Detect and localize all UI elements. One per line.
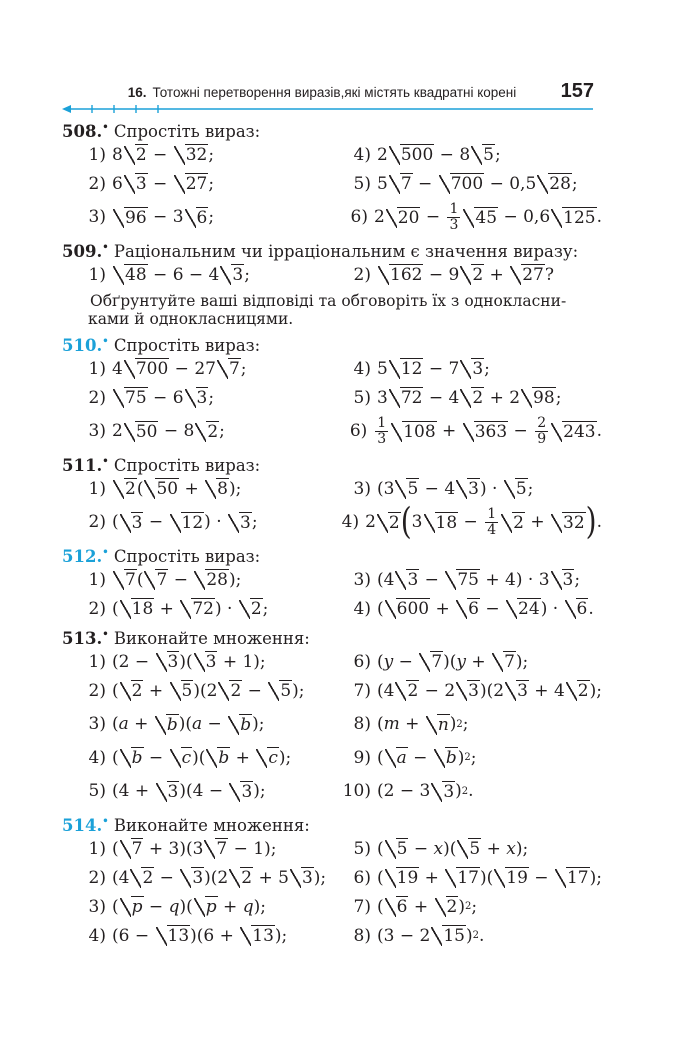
task-1: 1) 4 700 − 27 7 ; bbox=[88, 358, 247, 379]
exercise-title: Раціональним чи ірраціональним є значення виразу: bbox=[113, 242, 579, 261]
exercise-512 bbox=[62, 541, 602, 623]
exercise-title: Спростіть вираз: bbox=[113, 456, 261, 475]
task-6: 6) ( y − 7 )( y + 7 ); bbox=[353, 651, 529, 672]
exercise-number: 514.• bbox=[62, 816, 109, 835]
task-4: 4) (6 − 13 )(6 + 13 ); bbox=[88, 925, 288, 946]
task-8: 8) ( m + n ) 2 ; bbox=[353, 714, 469, 735]
task-2: 2) ( 3 − 12 ) · 3 ; bbox=[88, 512, 258, 533]
page-content bbox=[62, 116, 602, 950]
exercise-509 bbox=[62, 236, 602, 328]
exercise-number: 513.• bbox=[62, 629, 109, 648]
task-1: 1) 8 2 − 32 ; bbox=[88, 144, 215, 165]
task-7: 7) (4 2 − 2 3 )(2 3 + 4 2 ); bbox=[353, 680, 602, 701]
task-6: 6) 2 20 − $\frac{1}{3}$ 45 − 0,6 125 . bbox=[350, 200, 602, 233]
task-4: 4) ( b − c )( b + c ); bbox=[88, 747, 292, 768]
exercise-title: Виконайте множення: bbox=[113, 629, 310, 648]
task-2: 2) (4 2 − 3 )(2 2 + 5 3 ); bbox=[88, 867, 327, 888]
task-2: 2) 6 3 − 27 ; bbox=[88, 173, 215, 194]
task-2: 2) 75 − 6 3 ; bbox=[88, 387, 215, 408]
task-4: 4) ( 600 + 6 − 24 ) · 6 . bbox=[353, 598, 594, 619]
task-10: 10) (2 − 3 3 ) 2 . bbox=[342, 781, 474, 802]
task-1: 1) ( 7 + 3)(3 7 − 1); bbox=[88, 838, 277, 859]
task-4: 4) 2 500 − 8 5 ; bbox=[353, 144, 501, 165]
task-5: 5) (4 + 3 )(4 − 3 ); bbox=[88, 781, 266, 802]
exercise-title: Спростіть вираз: bbox=[113, 122, 261, 141]
exercise-number: 510.• bbox=[62, 336, 109, 355]
exercise-title: Спростіть вираз: bbox=[113, 336, 261, 355]
exercise-514 bbox=[62, 810, 602, 950]
exercise-number: 509.• bbox=[62, 242, 109, 261]
task-8: 8) (3 − 2 15 ) 2 . bbox=[353, 925, 485, 946]
exercise-511 bbox=[62, 450, 602, 541]
task-3: 3) ( p − q )( p + q ); bbox=[88, 896, 266, 917]
exercise-513 bbox=[62, 623, 602, 810]
task-1: 1) 2 ( 50 + 8 ); bbox=[88, 478, 242, 499]
task-6: 6) ( 19 + 17 )( 19 − 17 ); bbox=[353, 867, 602, 888]
page-header bbox=[62, 82, 594, 104]
task-5: 5) 5 7 − 700 − 0,5 28 ; bbox=[353, 173, 578, 194]
task-3: 3) 96 − 3 6 ; bbox=[88, 207, 215, 228]
exercise-title: Спростіть вираз: bbox=[113, 547, 261, 566]
task-3: 3) (4 3 − 75 + 4) · 3 3 ; bbox=[353, 569, 581, 590]
task-5: 5) 3 72 − 4 2 + 2 98 ; bbox=[353, 387, 562, 408]
task-3: 3) ( a + b )( a − b ); bbox=[88, 714, 265, 735]
chapter-number: 16. bbox=[127, 85, 147, 100]
task-1: 1) 7 ( 7 − 28 ); bbox=[88, 569, 242, 590]
task-2: 2) ( 18 + 72 ) · 2 ; bbox=[88, 598, 269, 619]
page-number: 157 bbox=[560, 80, 594, 102]
exercise-508 bbox=[62, 116, 602, 236]
task-2: 2) 162 − 9 2 + 27 ? bbox=[353, 264, 554, 285]
exercise-title: Виконайте множення: bbox=[113, 816, 310, 835]
exercise-note: Обґрунтуйте ваші відповіді та обговоріть їх з однокласни- ками й однокласницями. bbox=[88, 292, 567, 328]
exercise-number: 511.• bbox=[62, 456, 109, 475]
task-3: 3) 2 50 − 8 2 ; bbox=[88, 421, 225, 442]
task-1: 1) (2 − 3 )( 3 + 1); bbox=[88, 651, 266, 672]
exercise-510 bbox=[62, 330, 602, 450]
task-3: 3) (3 5 − 4 3 ) · 5 ; bbox=[353, 478, 534, 499]
exercise-number: 512.• bbox=[62, 547, 109, 566]
task-9: 9) ( a − b ) 2 ; bbox=[353, 747, 477, 768]
task-4: 4) 2 2 ( 3 18 − $\frac{1}{4}$ 2 + 32 ) . bbox=[341, 499, 602, 543]
task-2: 2) ( 2 + 5 )(2 2 − 5 ); bbox=[88, 680, 305, 701]
task-4: 4) 5 12 − 7 3 ; bbox=[353, 358, 490, 379]
task-6: 6) $\frac{1}{3}$ 108 + 363 − $\frac{2}{9}$ 243 . bbox=[349, 414, 602, 447]
task-7: 7) ( 6 + 2 ) 2 ; bbox=[353, 896, 478, 917]
chapter-title: Тотожні перетворення виразів,які містять квадратні корені bbox=[152, 85, 517, 100]
exercise-number: 508.• bbox=[62, 122, 109, 141]
running-title bbox=[62, 85, 582, 100]
task-1: 1) 48 − 6 − 4 3 ; bbox=[88, 264, 250, 285]
header-ruler bbox=[62, 104, 593, 114]
task-5: 5) ( 5 − x )( 5 + x ); bbox=[353, 838, 529, 859]
